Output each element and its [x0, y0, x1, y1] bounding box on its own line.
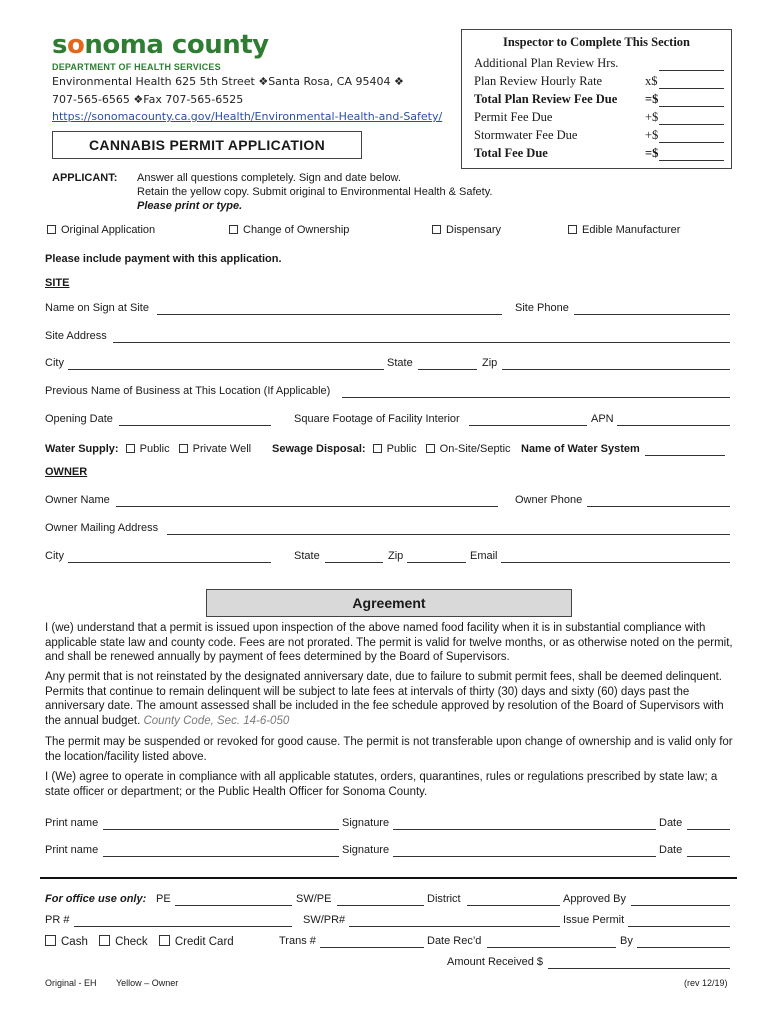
applicant-instruction-2: Retain the yellow copy. Submit original to Environmental Health & Safety. [137, 186, 493, 198]
approved-by-field[interactable] [631, 905, 730, 906]
inspector-row: Permit Fee Due +$ [474, 110, 724, 127]
pe-label: PE [156, 893, 171, 905]
inspector-section [461, 29, 732, 169]
inspector-row [474, 56, 724, 73]
permit-fee-field[interactable] [659, 124, 724, 125]
square-footage-field[interactable] [469, 425, 587, 426]
applicant-label: APPLICANT: [52, 172, 118, 184]
inspector-row: Plan Review Hourly Rate x$ [474, 74, 724, 91]
owner-zip-label: Zip [388, 550, 404, 562]
footer-original: Original - EH [45, 978, 97, 988]
website-link[interactable]: https://sonomacounty.ca.gov/Health/Environmental-Health-and-Safety/ [52, 110, 443, 123]
logo-department: DEPARTMENT OF HEALTH SERVICES [52, 62, 221, 72]
water-system-field[interactable] [645, 455, 725, 456]
pr-label: PR # [45, 914, 70, 926]
divider [40, 877, 737, 879]
owner-name-field[interactable] [116, 506, 498, 507]
type-change-of-ownership[interactable]: Change of Ownership [229, 224, 349, 236]
payment-method-group: Cash Check Credit Card [45, 935, 234, 948]
logo: sonoma county [52, 30, 269, 60]
owner-zip-field[interactable] [407, 562, 466, 563]
site-state-label: State [387, 357, 413, 369]
owner-mailing-label: Owner Mailing Address [45, 522, 159, 534]
owner-city-label: City [45, 550, 64, 562]
owner-heading: OWNER [45, 466, 88, 478]
signature-field[interactable] [393, 856, 656, 857]
owner-phone-label: Owner Phone [515, 494, 583, 506]
payment-note: Please include payment with this application. [45, 253, 282, 265]
apn-field[interactable] [617, 425, 730, 426]
print-name-label: Print name [45, 844, 99, 856]
inspector-row-label: Total Fee Due [474, 146, 548, 160]
inspector-title: Inspector to Complete This Section [502, 35, 691, 49]
site-city-field[interactable] [68, 369, 384, 370]
site-address-label: Site Address [45, 330, 107, 342]
owner-city-field[interactable] [68, 562, 271, 563]
district-label: District [427, 893, 461, 905]
amount-received-field[interactable] [548, 968, 730, 969]
agreement-paragraph-2: Any permit that is not reinstated by the designated anniversary date, due to failure to submit permit fees, shall be deemed delinquent. Permits that continue to remain delinquent will be subject to late fees at intervals of thirty (30) days and sixty (60) days past the anniversary date. The amount assessed shall be included in the fee schedule approved by resolution of the Board of Supervisors with the annual budget. County Code, Sec. 14-6-050 [45, 671, 724, 727]
issue-permit-label: Issue Permit [563, 914, 625, 926]
print-name-field[interactable] [103, 856, 339, 857]
opening-date-field[interactable] [119, 425, 271, 426]
by-label: By [620, 935, 633, 947]
inspector-row: Total Plan Review Fee Due =$ [474, 92, 724, 109]
inspector-row-label: Permit Fee Due [474, 110, 553, 124]
date-field[interactable] [687, 829, 730, 830]
address-line: Environmental Health 625 5th Street ❖Santa Rosa, CA 95404 ❖ [52, 75, 404, 88]
water-supply-label: Water Supply: [45, 443, 119, 455]
pr-field[interactable] [74, 926, 292, 927]
sewage-label: Sewage Disposal: [272, 443, 366, 455]
swpe-field[interactable] [337, 905, 424, 906]
plan-review-fee-field[interactable] [659, 106, 724, 107]
water-supply-group: Water Supply: Public Private Well [45, 443, 252, 455]
owner-mailing-field[interactable] [167, 534, 730, 535]
trans-label: Trans # [279, 935, 316, 947]
district-field[interactable] [467, 905, 560, 906]
date-recd-label: Date Rec’d [427, 935, 482, 947]
signature-field[interactable] [393, 829, 656, 830]
agreement-title: Agreement [206, 589, 572, 617]
print-name-label: Print name [45, 817, 99, 829]
by-field[interactable] [637, 947, 730, 948]
additional-hrs-field[interactable] [659, 70, 724, 71]
site-state-field[interactable] [418, 369, 477, 370]
site-zip-label: Zip [482, 357, 498, 369]
applicant-instruction-1: Answer all questions completely. Sign and date below. [137, 172, 401, 184]
opening-date-label: Opening Date [45, 413, 113, 425]
date-recd-field[interactable] [487, 947, 616, 948]
checkbox[interactable] [568, 225, 577, 234]
square-footage-label: Square Footage of Facility Interior [294, 413, 460, 425]
phone-fax-line: 707-565-6565 ❖Fax 707-565-6525 [52, 93, 244, 106]
date-field[interactable] [687, 856, 730, 857]
site-heading: SITE [45, 277, 70, 289]
pe-field[interactable] [175, 905, 292, 906]
swpr-label: SW/PR# [303, 914, 346, 926]
county-code-reference: County Code, Sec. 14-6-050 [143, 714, 290, 727]
inspector-row-label: Stormwater Fee Due [474, 128, 578, 142]
checkbox[interactable] [229, 225, 238, 234]
name-on-sign-label: Name on Sign at Site [45, 302, 149, 314]
inspector-row: Total Fee Due =$ [474, 146, 724, 163]
water-private-well-checkbox[interactable] [179, 444, 188, 453]
form-title: CANNABIS PERMIT APPLICATION [52, 131, 362, 159]
applicant-instruction-3: Please print or type. [137, 200, 243, 212]
issue-permit-field[interactable] [628, 926, 730, 927]
hourly-rate-field[interactable] [659, 88, 724, 89]
previous-name-field[interactable] [342, 397, 730, 398]
swpe-label: SW/PE [296, 893, 332, 905]
footer-yellow: Yellow – Owner [116, 978, 179, 988]
footer-revision: (rev 12/19) [684, 978, 728, 988]
agreement-paragraph-4: I (We) agree to operate in compliance with all applicable statutes, orders, quarantines, rules or regulations prescribed by state law; a state officer or department; or the Public Health Officer for Sonoma County. [45, 771, 718, 798]
apn-label: APN [591, 413, 614, 425]
water-system-label: Name of Water System [521, 443, 640, 455]
date-label: Date [659, 844, 683, 856]
agreement-paragraph-3: The permit may be suspended or revoked for good cause. The permit is not transferable upon change of ownership and is valid only for the location/facility listed above. [45, 736, 733, 763]
sewage-onsite-checkbox[interactable] [426, 444, 435, 453]
sewage-group: Sewage Disposal: Public On-Site/Septic [272, 443, 511, 455]
water-public-checkbox[interactable] [126, 444, 135, 453]
site-phone-field[interactable] [574, 314, 730, 315]
inspector-row: Stormwater Fee Due +$ [474, 128, 724, 145]
stormwater-fee-field[interactable] [659, 142, 724, 143]
owner-state-label: State [294, 550, 320, 562]
date-label: Date [659, 817, 683, 829]
credit-card-checkbox[interactable] [159, 935, 170, 946]
approved-by-label: Approved By [563, 893, 626, 905]
name-on-sign-field[interactable] [157, 314, 502, 315]
cash-checkbox[interactable] [45, 935, 56, 946]
check-checkbox[interactable] [99, 935, 110, 946]
print-name-field[interactable] [103, 829, 339, 830]
office-use-label: For office use only: [45, 893, 147, 905]
type-dispensary[interactable]: Dispensary [432, 224, 501, 236]
owner-phone-field[interactable] [587, 506, 730, 507]
site-zip-field[interactable] [502, 369, 730, 370]
site-city-label: City [45, 357, 64, 369]
inspector-row-label: Total Plan Review Fee Due [474, 92, 618, 106]
agreement-paragraph-1: I (we) understand that a permit is issued upon inspection of the above named food facility when it is in substantial compliance with applicable state law and county code. Fees are not prorated. The permit is valid for twelve months, or as otherwise noted on the permit, and shall be renewed annually by payment of fees determined by the Board of Supervisors. [45, 622, 733, 663]
site-address-field[interactable] [113, 342, 730, 343]
type-original-application[interactable]: Original Application [47, 224, 155, 236]
type-edible-manufacturer[interactable]: Edible Manufacturer [568, 224, 680, 236]
checkbox[interactable] [47, 225, 56, 234]
sewage-public-checkbox[interactable] [373, 444, 382, 453]
signature-label: Signature [342, 844, 390, 856]
trans-field[interactable] [320, 947, 424, 948]
inspector-row-label: Plan Review Hourly Rate [474, 74, 603, 88]
inspector-row-label: Additional Plan Review Hrs. [474, 56, 619, 70]
total-fee-field[interactable] [659, 160, 724, 161]
owner-email-field[interactable] [501, 562, 730, 563]
site-phone-label: Site Phone [515, 302, 569, 314]
signature-label: Signature [342, 817, 390, 829]
checkbox[interactable] [432, 225, 441, 234]
previous-name-label: Previous Name of Business at This Location (If Applicable) [45, 385, 331, 397]
owner-name-label: Owner Name [45, 494, 110, 506]
owner-email-label: Email [470, 550, 498, 562]
owner-state-field[interactable] [325, 562, 383, 563]
amount-received-label: Amount Received $ [447, 956, 543, 968]
swpr-field[interactable] [349, 926, 560, 927]
